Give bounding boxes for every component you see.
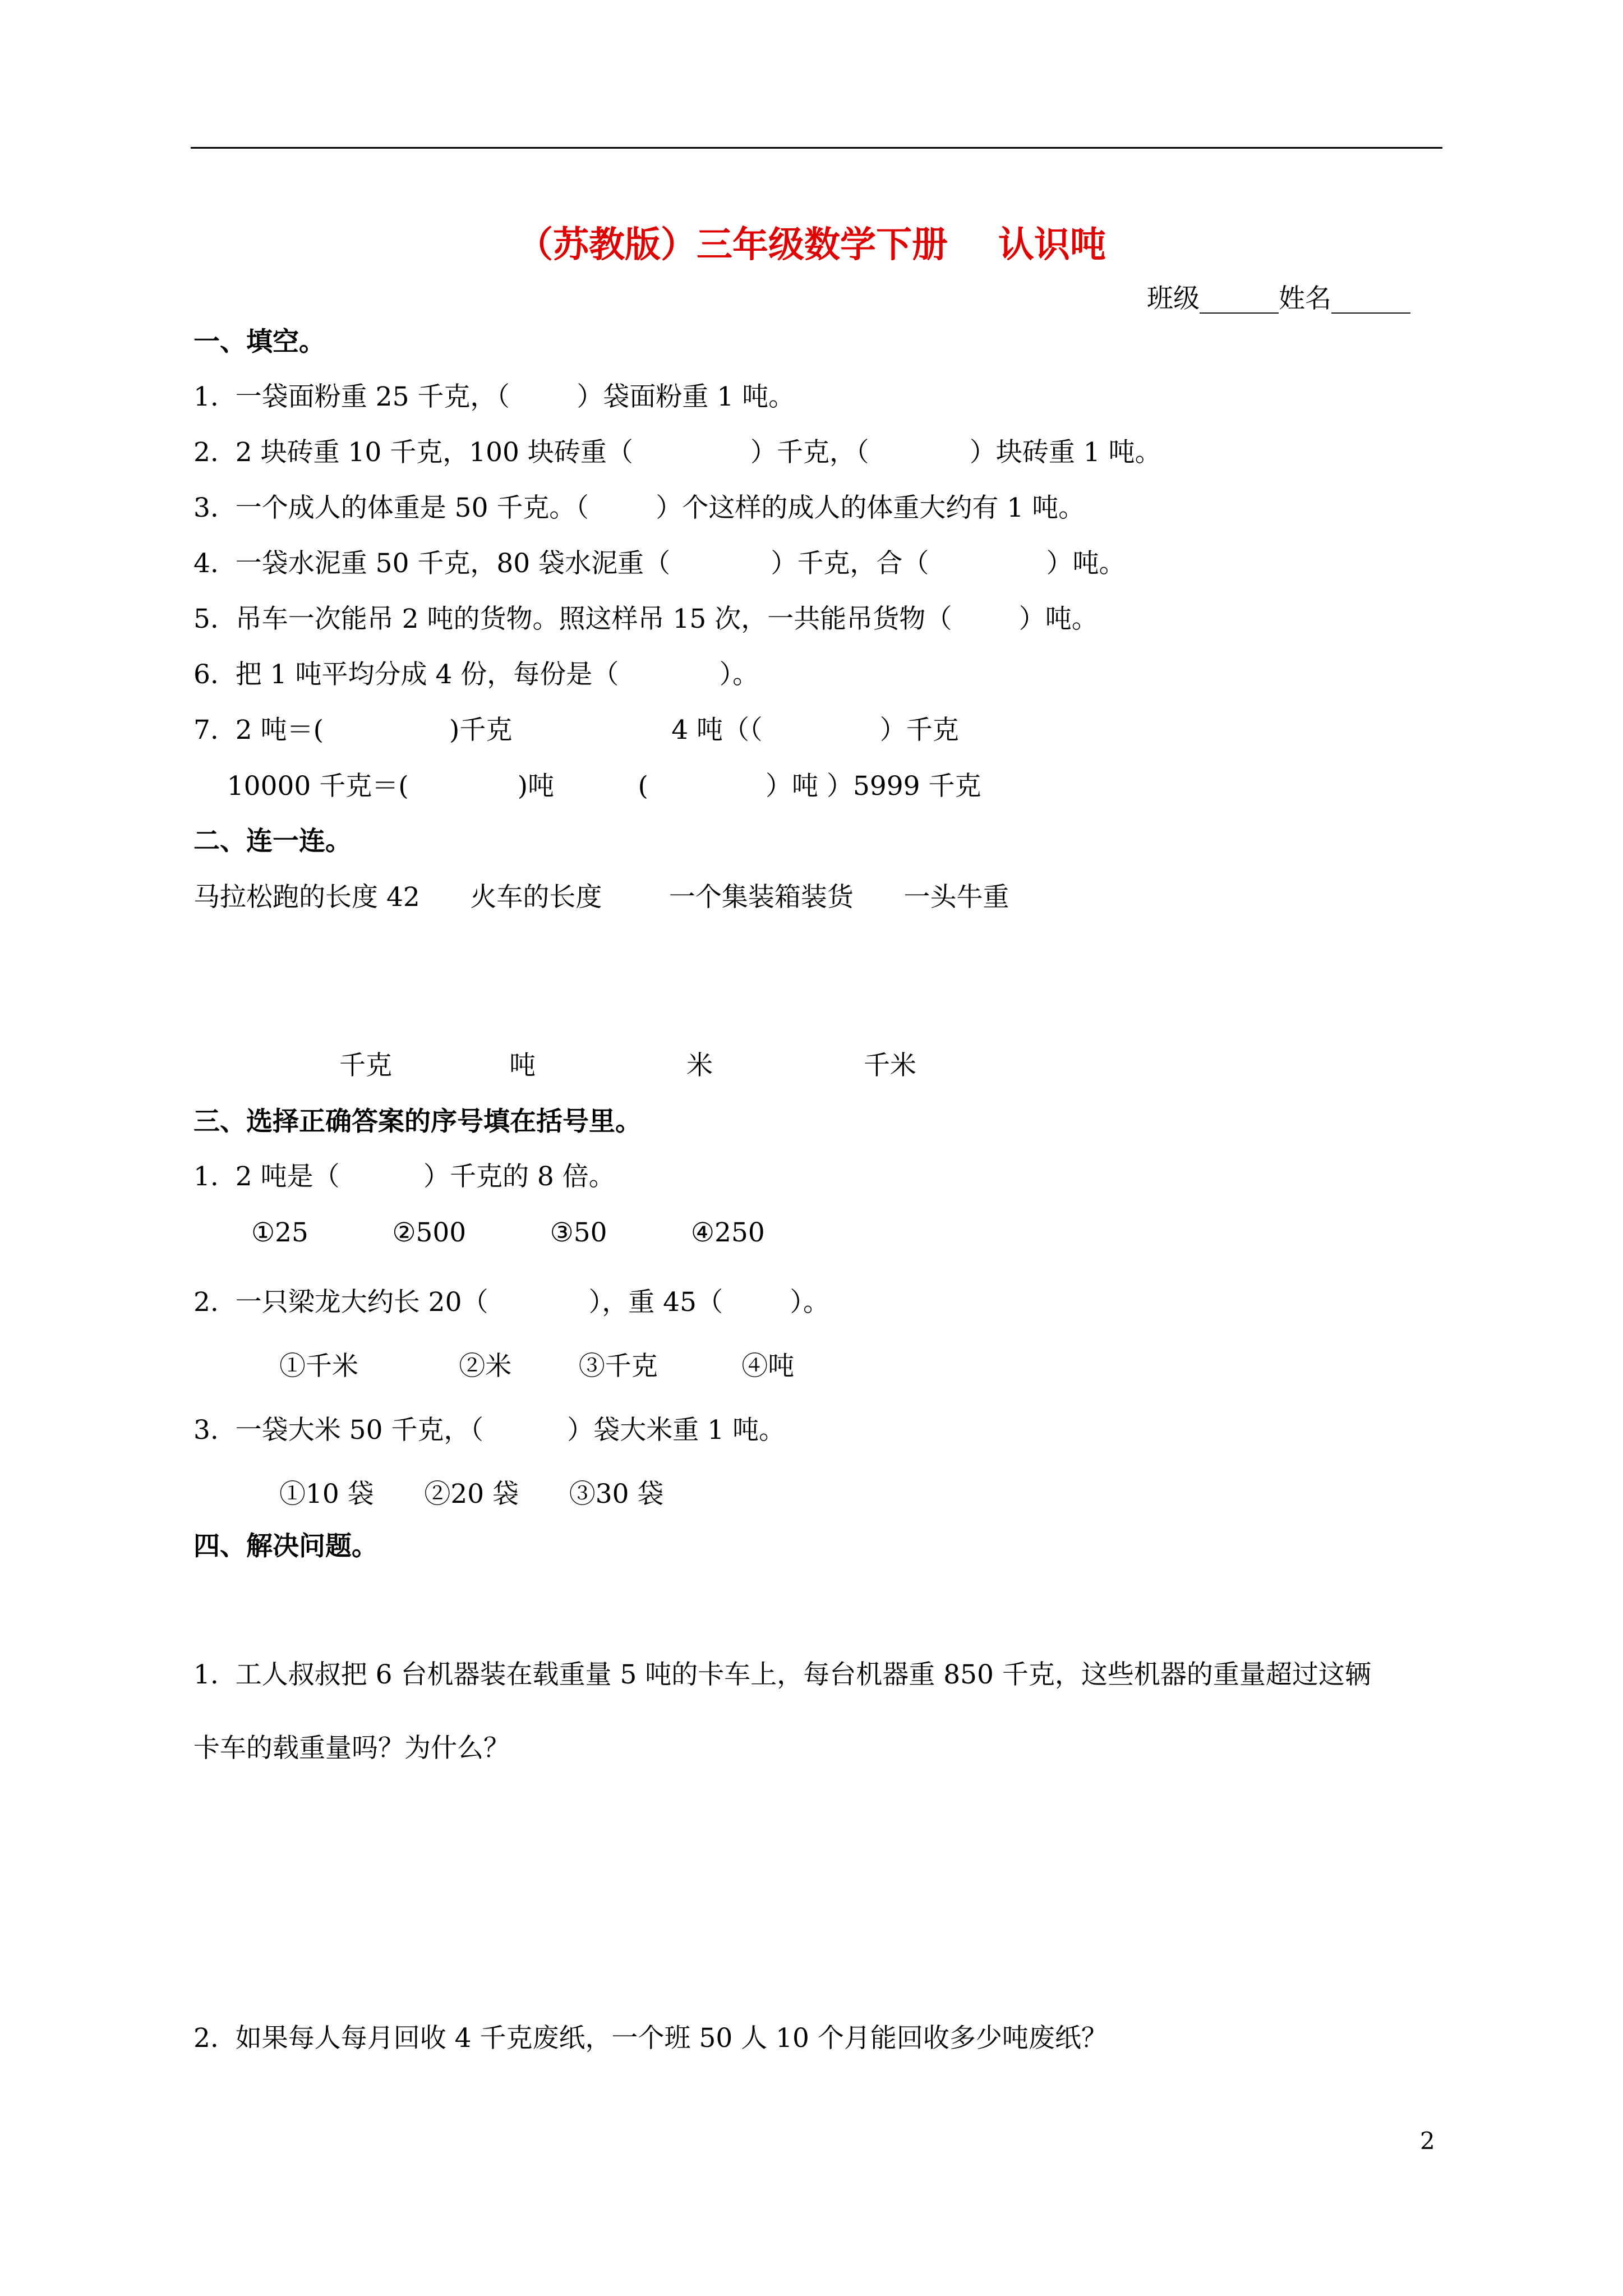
class-name-line: 班级______姓名______	[1147, 283, 1410, 314]
page-number: 2	[1420, 2127, 1435, 2155]
s4-q2: 2. 如果每人每月回收 4 千克废纸，一个班 50 人 10 个月能回收多少吨废纸？	[193, 2023, 1108, 2054]
section2-heading: 二、连一连。	[193, 826, 352, 857]
s1-q4: 4. 一袋水泥重 50 千克，80 袋水泥重（ ）千克，合（ ）吨。	[193, 548, 1126, 579]
s1-q5: 5. 吊车一次能吊 2 吨的货物。照这样吊 15 次，一共能吊货物（ ）吨。	[193, 604, 1098, 634]
s1-q6: 6. 把 1 吨平均分成 4 份，每份是（ ）。	[193, 659, 759, 690]
s2-items-top: 马拉松跑的长度 42 火车的长度 一个集装箱装货 一头牛重	[193, 882, 1009, 913]
s3-q1-options: ①25 ②500 ③50 ④250	[251, 1217, 765, 1248]
section1-heading: 一、填空。	[193, 326, 325, 357]
s3-q2: 2. 一只梁龙大约长 20（ ），重 45（ ）。	[193, 1287, 830, 1318]
s1-q3: 3. 一个成人的体重是 50 千克。（ ）个这样的成人的体重大约有 1 吨。	[193, 493, 1085, 523]
s2-items-bottom: 千克 吨 米 千米	[339, 1050, 916, 1081]
s3-q3: 3. 一袋大米 50 千克，（ ）袋大米重 1 吨。	[193, 1415, 786, 1446]
s1-q7a: 7. 2 吨＝( )千克 4 吨（（ ）千克	[193, 715, 959, 746]
s4-q1-line1: 1. 工人叔叔把 6 台机器装在载重量 5 吨的卡车上，每台机器重 850 千克，这些机器的重量超过这辆	[193, 1659, 1371, 1690]
title-part1: （苏教版）三年级数学下册	[517, 224, 948, 266]
s1-q1: 1. 一袋面粉重 25 千克，（ ）袋面粉重 1 吨。	[193, 381, 795, 412]
header-rule	[191, 147, 1442, 149]
s3-q1: 1. 2 吨是（ ）千克的 8 倍。	[193, 1161, 615, 1192]
s1-q2: 2. 2 块砖重 10 千克，100 块砖重（ ）千克，（ ）块砖重 1 吨。	[193, 437, 1161, 468]
s3-q2-options: ①千米 ②米 ③千克 ④吨	[279, 1351, 795, 1382]
s1-q7b: 10000 千克＝( )吨 ( ）吨 ）5999 千克	[193, 771, 981, 802]
s3-q3-options: ①10 袋 ②20 袋 ③30 袋	[279, 1479, 664, 1510]
title-part2: 认识吨	[998, 224, 1106, 266]
section4-heading: 四、解决问题。	[193, 1531, 378, 1562]
s4-q1-line2: 卡车的载重量吗？为什么？	[193, 1733, 510, 1764]
section3-heading: 三、选择正确答案的序号填在括号里。	[193, 1106, 642, 1137]
page-title	[0, 216, 1623, 268]
